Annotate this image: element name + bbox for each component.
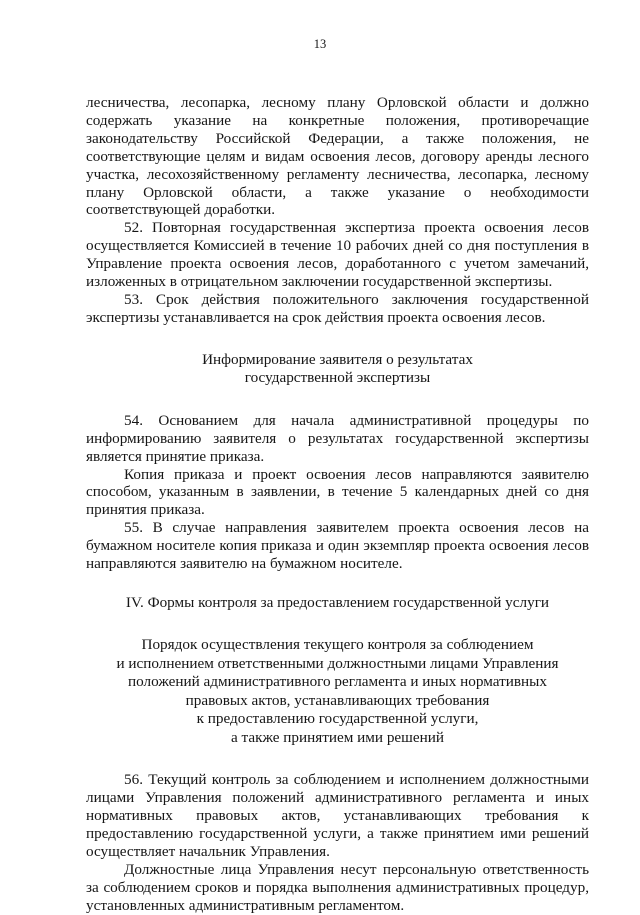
heading-informing-line-2: государственной экспертизы [244, 369, 431, 387]
heading-control-line-6: а также принятием ими решений [230, 728, 444, 746]
paragraph-52: 52. Повторная государственная экспертиза проекта освоения лесов осуществляется Комиссией в течение 10 рабочих дней со дня поступления в Управление проекта освоения лесов, доработанного с учетом замечаний, изложенных в отрицательном заключении государственной экспертизы. [86, 219, 589, 291]
heading-informing-line-1: Информирование заявителя о результатах [202, 350, 473, 368]
heading-control-line-2: и исполнением ответственными должностными лицами Управления [116, 654, 559, 672]
document-body [86, 94, 589, 915]
paragraph-56: 56. Текущий контроль за соблюдением и исполнением должностными лицами Управления положений административного регламента и иных нормативных правовых актов, устанавливающих требования к предоставлению государственной услуги, а также принятием ими решений осуществляет начальник Управления. [86, 771, 589, 861]
heading-control-line-1: Порядок осуществления текущего контроля за соблюдением [141, 636, 534, 654]
heading-control-line-3: положений административного регламента и иных нормативных [128, 673, 547, 691]
page-number: 13 [313, 37, 327, 51]
heading-informing [86, 351, 589, 388]
paragraph-54-copy: Копия приказа и проект освоения лесов направляются заявителю способом, указанным в заявлении, в течение 5 календарных дней со дня принятия приказа. [86, 465, 589, 519]
heading-control-line-5: к предоставлению государственной услуги, [196, 710, 479, 728]
paragraph-continuation: лесничества, лесопарка, лесному плану Орловской области и должно содержать указание на конкретные положения, противоречащие законодательству Российской Федерации, а также положения, не соответствующие целям и видам освоения лесов, договору аренды лесного участка, лесохозяйственному регламенту лесничества, лесопарка, лесному плану Орловской области, а также указание о необходимости соответствующей доработки. [86, 94, 589, 219]
paragraph-54: 54. Основанием для начала административной процедуры по информированию заявителя о результатах государственной экспертизы является принятие приказа. [86, 411, 589, 465]
paragraph-56-responsibility: Должностные лица Управления несут персональную ответственность за соблюдением сроков и порядка выполнения административных процедур, установленных административным регламентом. [86, 860, 589, 914]
section-title: IV. Формы контроля за предоставлением государственной услуги [125, 593, 550, 611]
heading-control-line-4: правовых актов, устанавливающих требования [185, 691, 490, 709]
paragraph-53: 53. Срок действия положительного заключения государственной экспертизы устанавливается на срок действия проекта освоения лесов. [86, 290, 589, 326]
heading-control [86, 636, 589, 747]
paragraph-55: 55. В случае направления заявителем проекта освоения лесов на бумажном носителе копия приказа и один экземпляр проекта освоения лесов направляются заявителю на бумажном носителе. [86, 519, 589, 573]
